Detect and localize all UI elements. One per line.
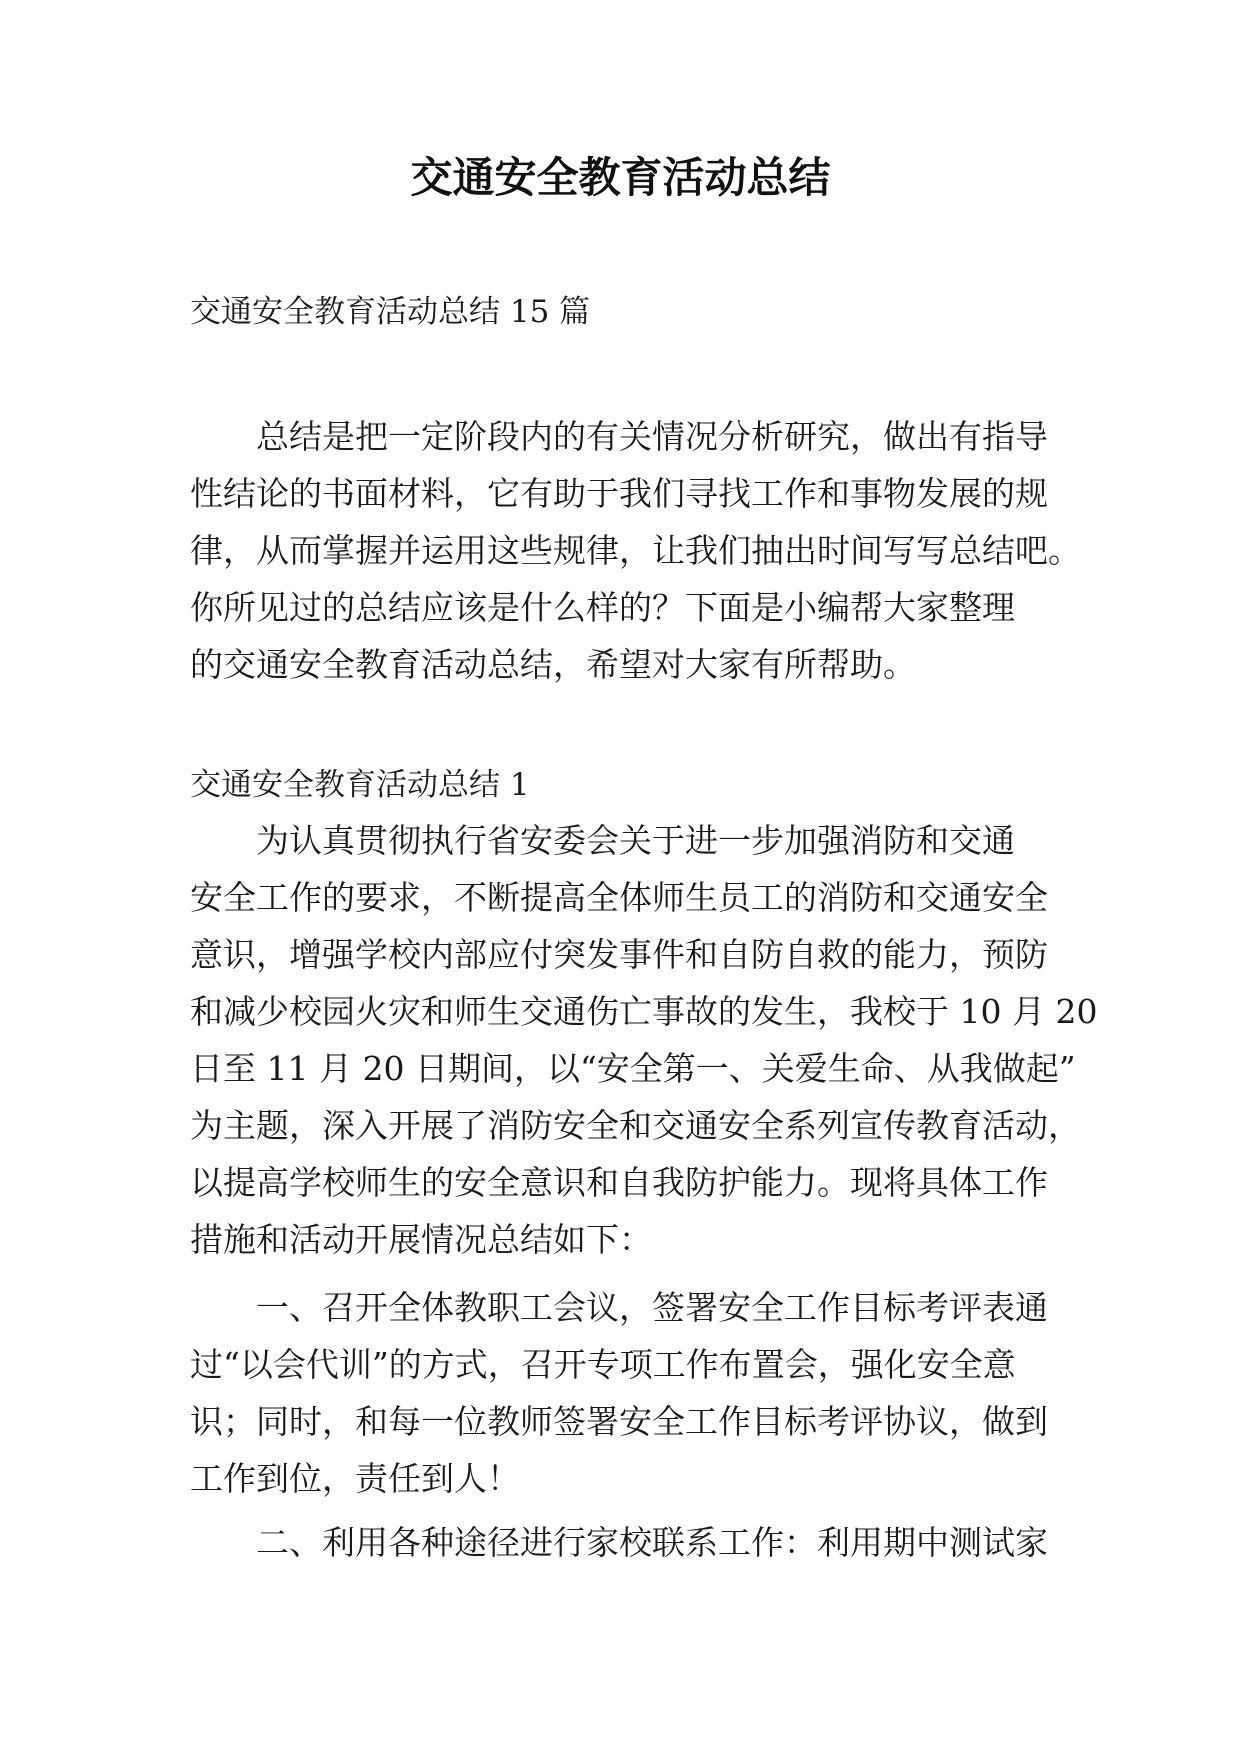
intro-line: 性结论的书面材料，它有助于我们寻找工作和事物发展的规 [190,474,1048,513]
paragraph-line: 安全工作的要求，不断提高全体师生员工的消防和交通安全 [190,878,1048,917]
paragraph-line: 为主题，深入开展了消防安全和交通安全系列宣传教育活动， [190,1106,1081,1145]
intro-paragraph [190,408,1081,693]
paragraph-line: 以提高学校师生的安全意识和自我防护能力。现将具体工作 [190,1163,1048,1202]
paragraph-line: 工作到位，责任到人！ [190,1459,520,1498]
paragraph-line: 为认真贯彻执行省安委会关于进一步加强消防和交通 [256,821,1015,860]
paragraph-line: 措施和活动开展情况总结如下： [190,1220,652,1259]
intro-line: 律，从而掌握并运用这些规律，让我们抽出时间写写总结吧。 [190,531,1081,570]
section-paragraph [190,812,1098,1268]
document-subtitle: 交通安全教育活动总结 15 篇 [190,294,591,330]
paragraph-line: 意识，增强学校内部应付突发事件和自防自救的能力，预防 [190,935,1048,974]
paragraph-line: 和减少校园火灾和师生交通伤亡事故的发生，我校于 10 月 20 [190,992,1098,1031]
paragraph-line: 识；同时，和每一位教师签署安全工作目标考评协议，做到 [190,1402,1048,1441]
paragraph-line: 一、召开全体教职工会议，签署安全工作目标考评表通 [256,1288,1048,1327]
intro-line: 总结是把一定阶段内的有关情况分析研究，做出有指导 [256,417,1048,456]
section-paragraph [190,1514,1050,1571]
section-heading: 交通安全教育活动总结 1 [190,767,530,803]
paragraph-line: 过“以会代训”的方式，召开专项工作布置会，强化安全意 [190,1345,1016,1384]
paragraph-line: 二、利用各种途径进行家校联系工作：利用期中测试家 [256,1523,1048,1562]
paragraph-line: 日至 11 月 20 日期间，以“安全第一、关爱生命、从我做起” [190,1049,1076,1088]
intro-line: 你所见过的总结应该是什么样的？下面是小编帮大家整理 [190,588,1015,627]
intro-line: 的交通安全教育活动总结，希望对大家有所帮助。 [190,645,916,684]
document-title: 交通安全教育活动总结 [410,153,831,202]
section-paragraph [190,1279,1050,1507]
